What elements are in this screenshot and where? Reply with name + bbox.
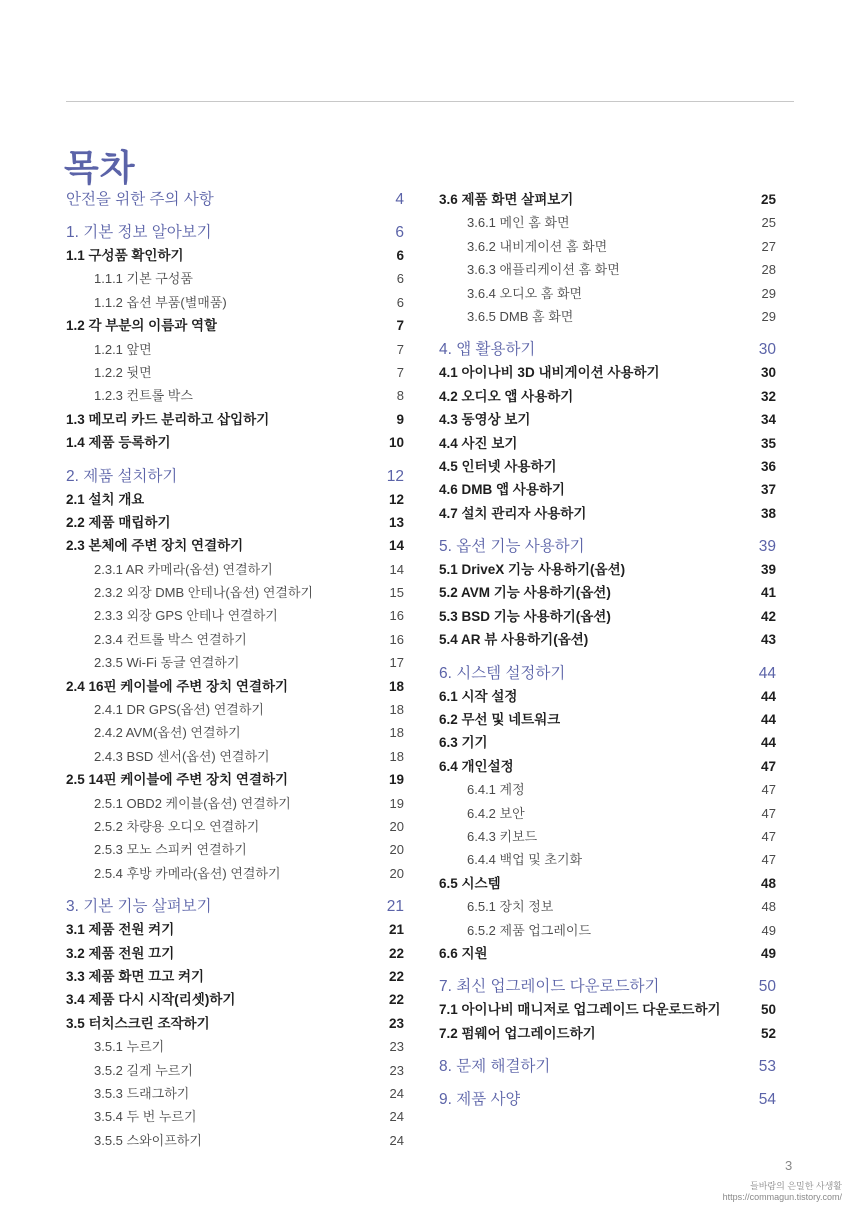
toc-sub-entry[interactable]: [66, 862, 404, 885]
toc-entry-page: 44: [758, 664, 776, 682]
toc-entry-page: 49: [761, 922, 776, 938]
toc-entry-page: 4: [395, 191, 404, 208]
toc-sub-entry[interactable]: [66, 558, 404, 581]
toc-entry-label: 2.3.3 외장 GPS 안테나 연결하기: [94, 608, 278, 624]
toc-entry-label: 3.2 제품 전원 끄기: [66, 945, 175, 961]
toc-sub-entry[interactable]: [439, 235, 776, 258]
toc-entry-label: 6.5 시스템: [439, 875, 501, 891]
toc-entry-label: 2.1 설치 개요: [66, 491, 145, 507]
toc-section-entry[interactable]: [66, 1012, 404, 1035]
toc-sub-entry[interactable]: [439, 848, 776, 871]
toc-entry-label: 4.2 오디오 앱 사용하기: [439, 388, 574, 404]
toc-entry-page: 7: [396, 341, 404, 357]
toc-entry-page: 18: [388, 678, 404, 694]
toc-entry-page: 41: [760, 585, 776, 601]
toc-entry-label: 6.4.3 키보드: [467, 828, 538, 844]
toc-entry-page: 35: [760, 435, 776, 451]
toc-entry-page: 47: [761, 782, 776, 798]
toc-section-entry[interactable]: [439, 628, 776, 651]
toc-entry-page: 24: [389, 1132, 404, 1148]
toc-entry-page: 43: [760, 632, 776, 648]
toc-section-entry[interactable]: [439, 361, 776, 384]
toc-entry-page: 47: [760, 758, 776, 774]
toc-entry-page: 6: [395, 224, 404, 241]
toc-entry-page: 30: [758, 341, 776, 359]
toc-entry-label: 3.5.1 누르기: [94, 1039, 165, 1055]
toc-entry-label: 5.2 AVM 기능 사용하기(옵션): [439, 585, 611, 601]
header-rule: [66, 101, 794, 102]
toc-chapter-entry[interactable]: [66, 895, 404, 918]
toc-entry-page: 25: [760, 192, 776, 207]
toc-entry-page: 14: [389, 561, 404, 577]
toc-section-entry[interactable]: [439, 755, 776, 778]
toc-entry-page: 34: [760, 412, 776, 428]
toc-entry-page: 12: [388, 491, 404, 507]
toc-entry-label: 2.3.5 Wi-Fi 동글 연결하기: [94, 655, 240, 671]
toc-section-entry[interactable]: [66, 244, 404, 267]
toc-section-entry[interactable]: [439, 188, 776, 211]
toc-entry-label: 2.4 16핀 케이블에 주변 장치 연결하기: [66, 678, 289, 694]
toc-section-entry[interactable]: [439, 942, 776, 965]
toc-entry-page: 23: [389, 1062, 404, 1078]
toc-sub-entry[interactable]: [66, 745, 404, 768]
toc-entry-label: 6.5.1 장치 정보: [467, 899, 554, 915]
toc-entry-page: 20: [389, 865, 404, 881]
toc-sub-entry[interactable]: [439, 825, 776, 848]
toc-sub-entry[interactable]: [439, 211, 776, 234]
toc-entry-label: 2.5.3 모노 스피커 연결하기: [94, 842, 247, 858]
toc-entry-page: 25: [761, 215, 776, 231]
toc-entry-label: 6.4.2 보안: [467, 805, 525, 821]
toc-sub-entry[interactable]: [66, 628, 404, 651]
toc-section-entry[interactable]: [439, 605, 776, 628]
toc-section-entry[interactable]: [66, 965, 404, 988]
toc-section-entry[interactable]: [66, 942, 404, 965]
toc-entry-label: 1.1 구성품 확인하기: [66, 248, 184, 263]
toc-entry-page: 20: [389, 842, 404, 858]
page-number: 3: [785, 1158, 793, 1173]
toc-sub-entry[interactable]: [66, 721, 404, 744]
toc-entry-page: 16: [389, 631, 404, 647]
toc-chapter-entry[interactable]: [439, 975, 776, 998]
toc-entry-label: 6.4 개인설정: [439, 758, 514, 774]
toc-entry-page: 23: [388, 1015, 404, 1031]
toc-entry-label: 1.3 메모리 카드 분리하고 삽입하기: [66, 411, 270, 427]
toc-entry-page: 52: [760, 1025, 776, 1041]
toc-entry-page: 24: [389, 1109, 404, 1125]
toc-entry-label: 5.3 BSD 기능 사용하기(옵션): [439, 608, 611, 624]
toc-entry-label: 5.1 DriveX 기능 사용하기(옵션): [439, 562, 626, 578]
toc-entry-label: 6.1 시작 설정: [439, 688, 518, 704]
toc-sub-entry[interactable]: [66, 291, 404, 314]
toc-entry-page: 18: [389, 725, 404, 741]
toc-section-entry[interactable]: [439, 872, 776, 895]
toc-sub-entry[interactable]: [439, 305, 776, 328]
toc-entry-page: 36: [760, 458, 776, 474]
toc-sub-entry[interactable]: [66, 581, 404, 604]
toc-entry-page: 29: [761, 285, 776, 301]
toc-entry-label: 1.1.2 옵션 부품(별매품): [94, 294, 227, 310]
toc-entry-page: 12: [386, 467, 404, 485]
toc-section-entry[interactable]: [439, 455, 776, 478]
toc-entry-page: 30: [760, 365, 776, 381]
toc-entry-page: 16: [389, 608, 404, 624]
toc-entry-label: 1.4 제품 등록하기: [66, 435, 171, 451]
toc-entry-label: 4.3 동영상 보기: [439, 412, 531, 428]
toc-sub-entry[interactable]: [66, 384, 404, 407]
toc-entry-label: 8. 문제 해결하기: [439, 1058, 551, 1076]
toc-entry-page: 17: [389, 655, 404, 671]
toc-entry-page: 47: [761, 852, 776, 868]
toc-sub-entry[interactable]: [66, 1129, 404, 1152]
toc-sub-entry[interactable]: [439, 258, 776, 281]
toc-entry-label: 6.4.4 백업 및 초기화: [467, 852, 583, 868]
toc-entry-label: 1. 기본 정보 알아보기: [66, 224, 212, 241]
toc-entry-page: 15: [389, 585, 404, 601]
toc-entry-page: 49: [760, 945, 776, 961]
toc-sub-entry[interactable]: [66, 651, 404, 674]
toc-entry-label: 4.5 인터넷 사용하기: [439, 458, 557, 474]
toc-entry-label: 2. 제품 설치하기: [66, 467, 178, 485]
toc-right-column: [439, 188, 776, 1111]
toc-entry-page: 54: [758, 1091, 776, 1109]
toc-sub-entry[interactable]: [66, 1059, 404, 1082]
toc-section-entry[interactable]: [66, 988, 404, 1011]
toc-sub-entry[interactable]: [66, 361, 404, 384]
toc-sub-entry[interactable]: [66, 338, 404, 361]
toc-section-entry[interactable]: [439, 708, 776, 731]
toc-entry-page: 7: [396, 364, 404, 380]
toc-section-entry[interactable]: [439, 581, 776, 604]
watermark-line1: 들바람의 은밀한 사생활: [750, 1181, 842, 1191]
toc-entry-label: 2.5.1 OBD2 케이블(옵션) 연결하기: [94, 795, 291, 811]
toc-entry-label: 3.6.2 내비게이션 홈 화면: [467, 238, 608, 254]
toc-entry-label: 2.5.2 차량용 오디오 연결하기: [94, 818, 260, 834]
toc-entry-page: 22: [388, 992, 404, 1008]
toc-sub-entry[interactable]: [439, 919, 776, 942]
toc-entry-page: 21: [388, 922, 404, 938]
toc-entry-label: 4.6 DMB 앱 사용하기: [439, 482, 565, 498]
toc-entry-label: 3.6.1 메인 홈 화면: [467, 215, 570, 231]
toc-entry-label: 6.6 지원: [439, 945, 488, 961]
toc-entry-label: 1.2.1 앞면: [94, 341, 152, 357]
toc-entry-page: 10: [388, 435, 404, 451]
toc-entry-label: 7.2 펌웨어 업그레이드하기: [439, 1025, 596, 1041]
toc-entry-page: 24: [389, 1085, 404, 1101]
toc-section-entry[interactable]: [66, 408, 404, 431]
toc-entry-label: 4.7 설치 관리자 사용하기: [439, 505, 587, 521]
toc-entry-label: 3.5 터치스크린 조작하기: [66, 1015, 210, 1031]
toc-entry-page: 9: [396, 411, 404, 427]
toc-entry-page: 19: [389, 795, 404, 811]
toc-section-entry[interactable]: [439, 478, 776, 501]
toc-entry-page: 18: [389, 748, 404, 764]
toc-section-entry[interactable]: [66, 918, 404, 941]
toc-chapter-entry[interactable]: [439, 338, 776, 361]
toc-chapter-entry[interactable]: [439, 535, 776, 558]
toc-entry-label: 3.6 제품 화면 살펴보기: [439, 192, 574, 207]
toc-entry-label: 3.5.2 길게 누르기: [94, 1062, 193, 1078]
toc-entry-page: 6: [396, 248, 404, 263]
toc-entry-page: 8: [396, 388, 404, 404]
toc-entry-page: 23: [389, 1039, 404, 1055]
toc-entry-label: 3.5.3 드래그하기: [94, 1085, 190, 1101]
toc-chapter-entry[interactable]: [439, 1088, 776, 1111]
toc-entry-page: 44: [760, 735, 776, 751]
toc-entry-label: 6.2 무선 및 네트워크: [439, 712, 561, 728]
toc-entry-label: 안전을 위한 주의 사항: [66, 191, 214, 208]
toc-entry-label: 5.4 AR 뷰 사용하기(옵션): [439, 632, 589, 648]
toc-sub-entry[interactable]: [66, 267, 404, 290]
toc-entry-label: 2.4.1 DR GPS(옵션) 연결하기: [94, 702, 264, 718]
toc-sub-entry[interactable]: [439, 895, 776, 918]
toc-entry-page: 44: [760, 688, 776, 704]
toc-entry-page: 20: [389, 818, 404, 834]
watermark-line2: https://commagun.tistory.com/: [722, 1192, 842, 1202]
toc-entry-label: 1.2.2 뒷면: [94, 364, 152, 380]
toc-entry-label: 3.4 제품 다시 시작(리셋)하기: [66, 992, 236, 1008]
toc-section-entry[interactable]: [439, 731, 776, 754]
toc-entry-label: 6.3 기기: [439, 735, 488, 751]
toc-chapter-entry[interactable]: [439, 1055, 776, 1078]
watermark: [723, 1181, 842, 1203]
toc-entry-page: 22: [388, 968, 404, 984]
toc-entry-label: 6.4.1 계정: [467, 782, 525, 798]
toc-section-entry[interactable]: [66, 488, 404, 511]
toc-section-entry[interactable]: [66, 768, 404, 791]
toc-section-entry[interactable]: [439, 558, 776, 581]
toc-entry-page: 39: [760, 562, 776, 578]
toc-sub-entry[interactable]: [66, 1105, 404, 1128]
toc-entry-label: 6. 시스템 설정하기: [439, 664, 566, 682]
toc-entry-label: 4. 앱 활용하기: [439, 341, 536, 359]
toc-entry-label: 2.5 14핀 케이블에 주변 장치 연결하기: [66, 772, 289, 788]
toc-entry-page: 18: [389, 702, 404, 718]
page-title: 목차: [64, 147, 136, 188]
toc-entry-page: 37: [760, 482, 776, 498]
toc-entry-page: 6: [396, 271, 404, 287]
toc-section-entry[interactable]: [439, 385, 776, 408]
toc-entry-page: 50: [758, 978, 776, 996]
toc-section-entry[interactable]: [66, 431, 404, 454]
toc-entry-page: 47: [761, 805, 776, 821]
toc-entry-label: 2.5.4 후방 카메라(옵션) 연결하기: [94, 865, 281, 881]
toc-entry-label: 3.6.4 오디오 홈 화면: [467, 285, 583, 301]
toc-entry-page: 29: [761, 308, 776, 324]
toc-sub-entry[interactable]: [66, 815, 404, 838]
toc-section-entry[interactable]: [66, 534, 404, 557]
toc-sub-entry[interactable]: [66, 698, 404, 721]
toc-entry-page: 7: [396, 318, 404, 334]
toc-section-entry[interactable]: [439, 502, 776, 525]
toc-entry-page: 32: [760, 388, 776, 404]
toc-entry-page: 38: [760, 505, 776, 521]
toc-section-entry[interactable]: [439, 1022, 776, 1045]
toc-sub-entry[interactable]: [66, 604, 404, 627]
toc-left-column: [66, 188, 404, 1152]
toc-section-entry[interactable]: [66, 314, 404, 337]
toc-entry-page: 27: [761, 238, 776, 254]
toc-section-entry[interactable]: [439, 432, 776, 455]
toc-sub-entry[interactable]: [439, 802, 776, 825]
toc-entry-page: 39: [758, 538, 776, 556]
toc-section-entry[interactable]: [439, 685, 776, 708]
toc-entry-label: 3.1 제품 전원 켜기: [66, 922, 175, 938]
toc-sub-entry[interactable]: [439, 282, 776, 305]
toc-entry-label: 7. 최신 업그레이드 다운로드하기: [439, 978, 660, 996]
toc-chapter-entry[interactable]: [66, 188, 404, 211]
toc-section-entry[interactable]: [66, 511, 404, 534]
toc-entry-page: 53: [758, 1058, 776, 1076]
toc-entry-page: 48: [761, 899, 776, 915]
toc-sub-entry[interactable]: [66, 1035, 404, 1058]
toc-entry-label: 5. 옵션 기능 사용하기: [439, 538, 585, 556]
toc-entry-page: 21: [386, 898, 404, 916]
toc-entry-page: 13: [388, 514, 404, 530]
toc-section-entry[interactable]: [439, 408, 776, 431]
toc-sub-entry[interactable]: [66, 1082, 404, 1105]
toc-entry-label: 3.6.5 DMB 홈 화면: [467, 308, 574, 324]
toc-entry-label: 1.2 각 부분의 이름과 역할: [66, 318, 218, 334]
toc-sub-entry[interactable]: [439, 778, 776, 801]
toc-entry-label: 3. 기본 기능 살펴보기: [66, 898, 212, 916]
toc-entry-label: 4.1 아이나비 3D 내비게이션 사용하기: [439, 365, 660, 381]
toc-chapter-entry[interactable]: [66, 221, 404, 244]
toc-entry-page: 6: [396, 294, 404, 310]
toc-entry-label: 2.4.3 BSD 센서(옵션) 연결하기: [94, 748, 270, 764]
toc-entry-label: 9. 제품 사양: [439, 1091, 521, 1109]
toc-sub-entry[interactable]: [66, 792, 404, 815]
toc-entry-label: 6.5.2 제품 업그레이드: [467, 922, 592, 938]
toc-entry-page: 48: [760, 875, 776, 891]
toc-entry-label: 2.2 제품 매립하기: [66, 514, 171, 530]
toc-entry-label: 1.1.1 기본 구성품: [94, 271, 193, 287]
toc-entry-label: 4.4 사진 보기: [439, 435, 518, 451]
toc-entry-label: 2.3.2 외장 DMB 안테나(옵션) 연결하기: [94, 585, 314, 601]
toc-entry-page: 22: [388, 945, 404, 961]
toc-entry-page: 28: [761, 262, 776, 278]
toc-chapter-entry[interactable]: [439, 662, 776, 685]
toc-entry-page: 19: [388, 772, 404, 788]
toc-entry-label: 2.4.2 AVM(옵션) 연결하기: [94, 725, 241, 741]
toc-entry-label: 1.2.3 컨트롤 박스: [94, 388, 193, 404]
toc-entry-label: 2.3.4 컨트롤 박스 연결하기: [94, 631, 247, 647]
toc-entry-label: 2.3.1 AR 카메라(옵션) 연결하기: [94, 561, 273, 577]
toc-entry-label: 3.6.3 애플리케이션 홈 화면: [467, 262, 620, 278]
toc-entry-page: 44: [760, 712, 776, 728]
toc-section-entry[interactable]: [66, 675, 404, 698]
toc-chapter-entry[interactable]: [66, 465, 404, 488]
toc-entry-label: 2.3 본체에 주변 장치 연결하기: [66, 538, 244, 554]
toc-entry-label: 3.3 제품 화면 끄고 켜기: [66, 968, 205, 984]
toc-entry-label: 3.5.4 두 번 누르기: [94, 1109, 197, 1125]
toc-entry-page: 47: [761, 828, 776, 844]
toc-entry-page: 14: [388, 538, 404, 554]
toc-sub-entry[interactable]: [66, 838, 404, 861]
toc-entry-page: 42: [760, 608, 776, 624]
toc-entry-label: 3.5.5 스와이프하기: [94, 1132, 202, 1148]
toc-entry-label: 7.1 아이나비 매니저로 업그레이드 다운로드하기: [439, 1002, 721, 1018]
toc-entry-page: 50: [760, 1002, 776, 1018]
toc-section-entry[interactable]: [439, 998, 776, 1021]
